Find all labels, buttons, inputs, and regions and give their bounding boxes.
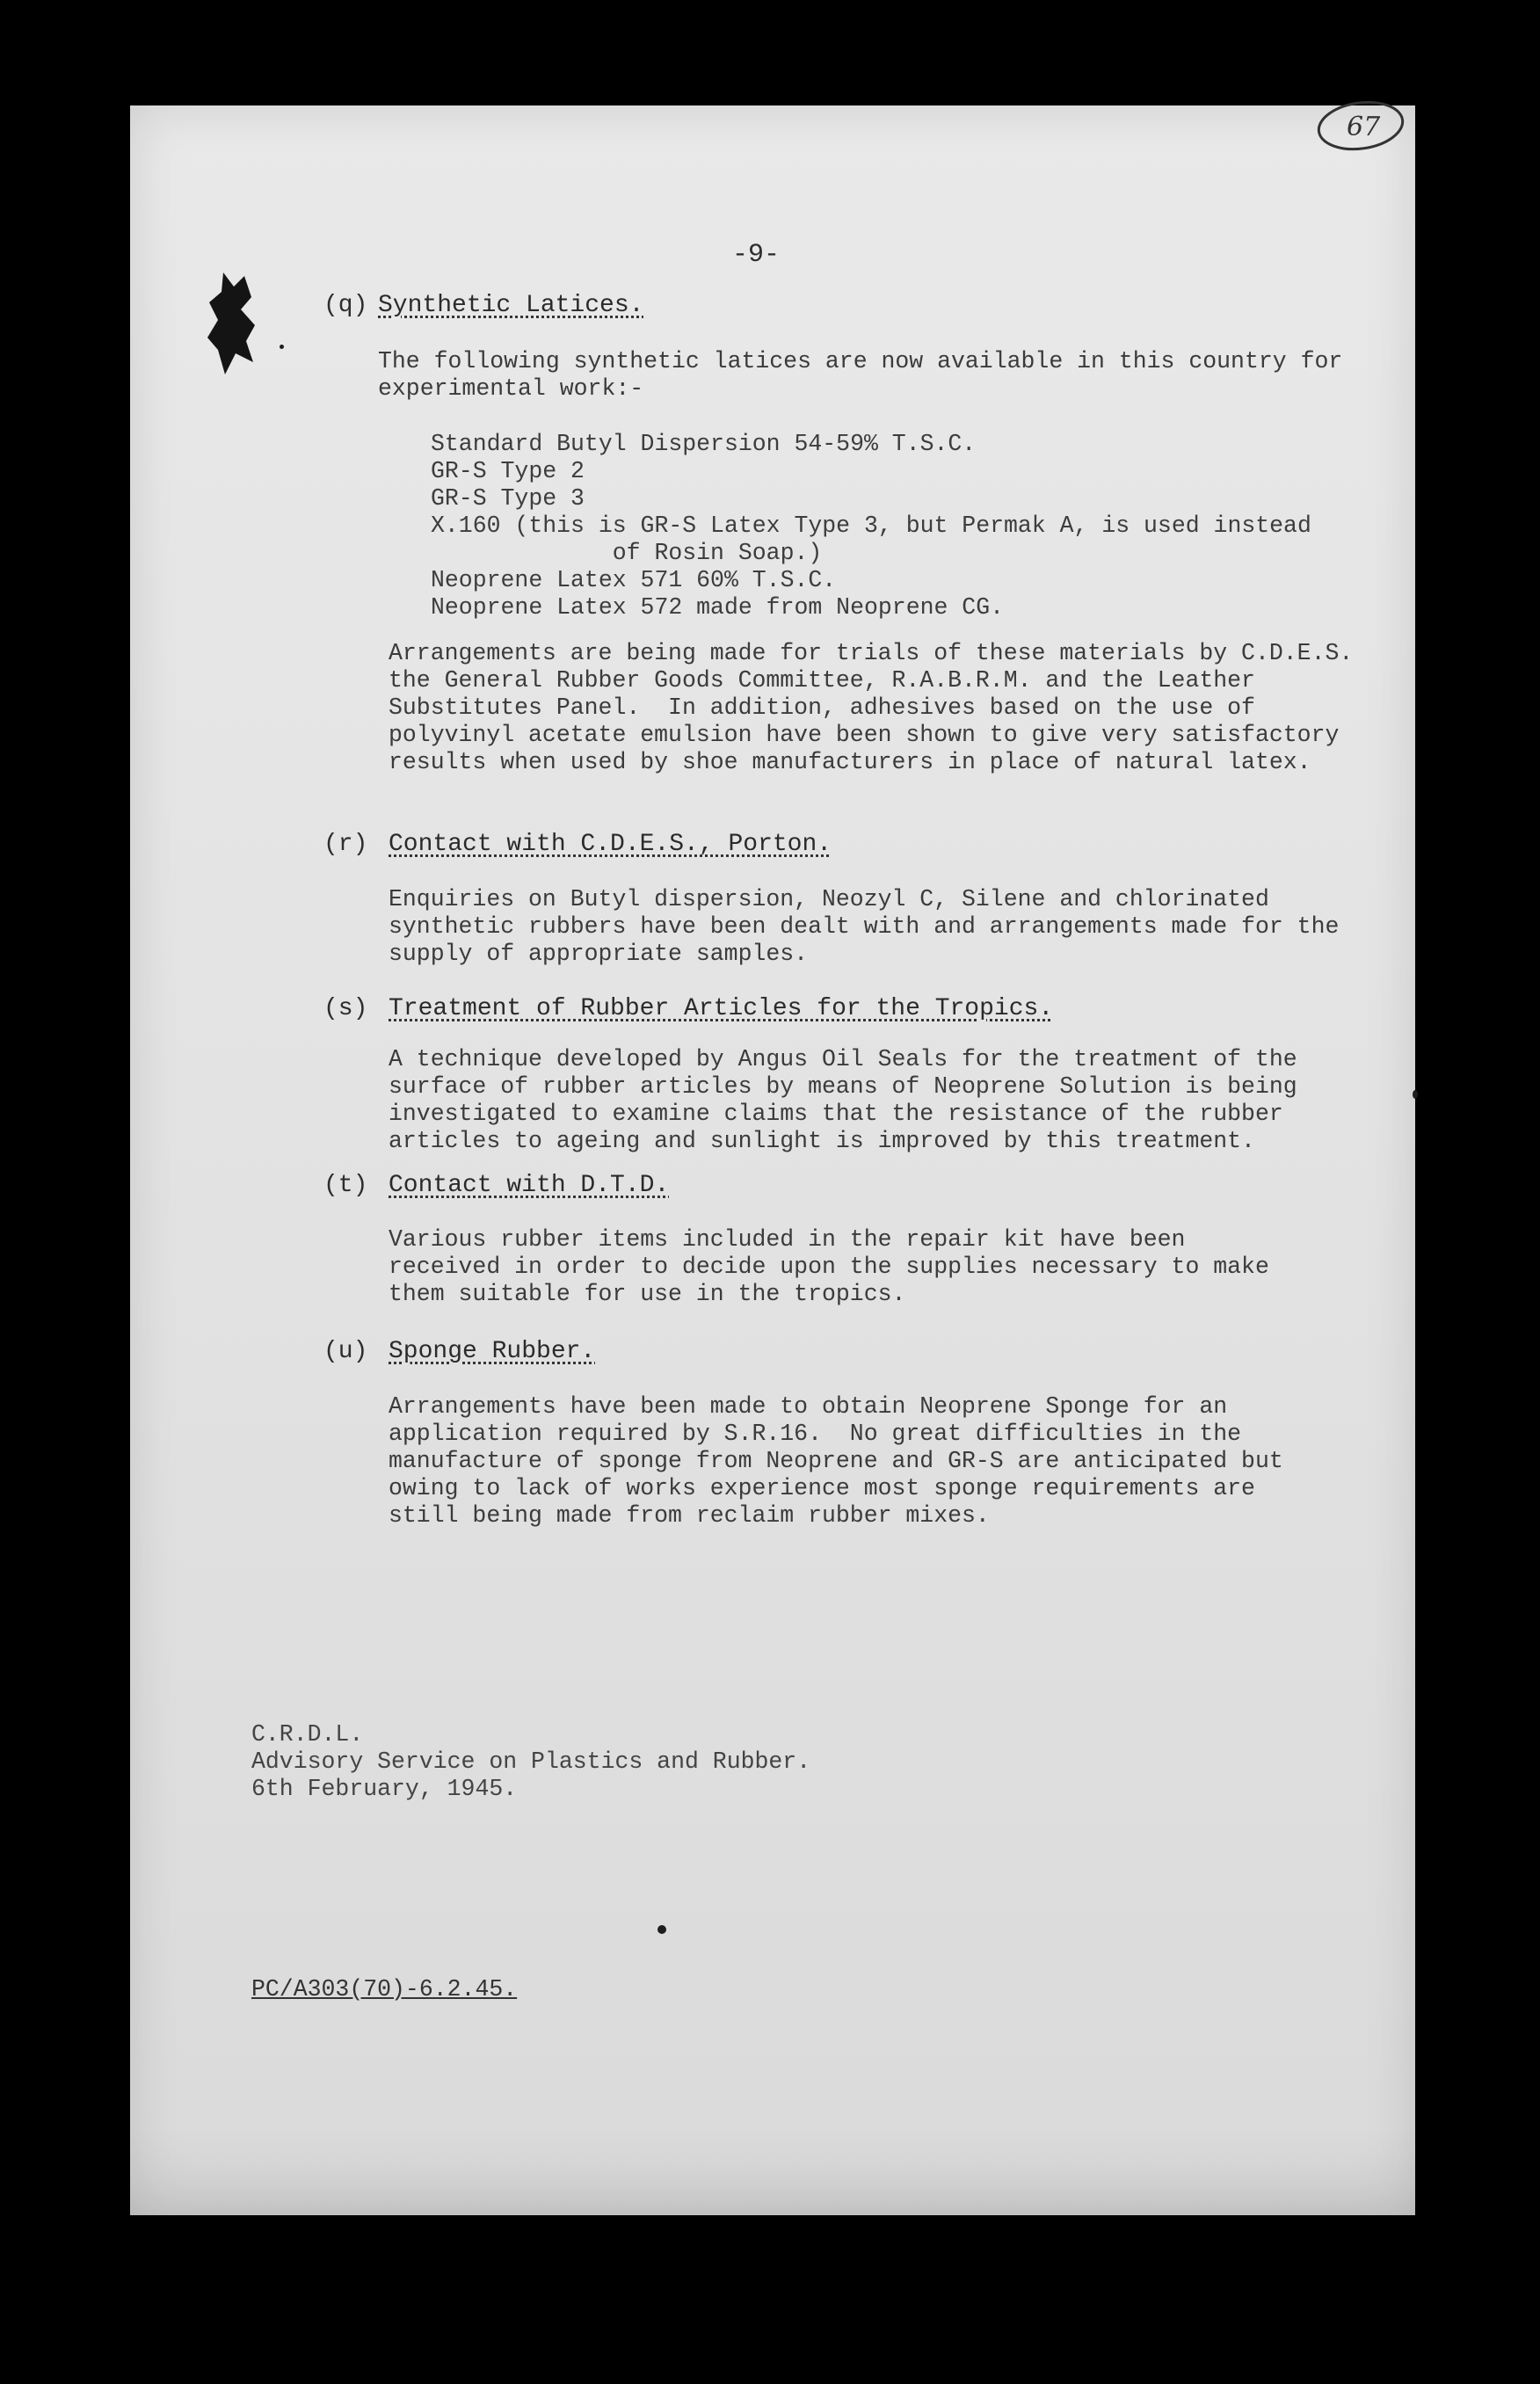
section-u-title: Sponge Rubber. — [389, 1338, 596, 1365]
list-item: Standard Butyl Dispersion 54-59% T.S.C. — [431, 431, 977, 457]
ink-speck — [1413, 1090, 1418, 1099]
section-s-title: Treatment of Rubber Articles for the Tropics. — [389, 995, 1054, 1022]
list-item: GR-S Type 2 — [431, 458, 585, 484]
list-item: Neoprene Latex 572 made from Neoprene CG. — [431, 594, 1005, 621]
document-page — [130, 105, 1415, 2215]
list-item: Neoprene Latex 571 60% T.S.C. — [431, 567, 837, 593]
section-t-title: Contact with D.T.D. — [389, 1172, 670, 1199]
signoff-org: C.R.D.L. — [251, 1721, 364, 1748]
section-r-title: Contact with C.D.E.S., Porton. — [389, 831, 832, 858]
page-number: -9- — [732, 240, 781, 270]
document-reference: PC/A303(70)-6.2.45. — [251, 1976, 518, 2002]
signoff-department: Advisory Service on Plastics and Rubber. — [251, 1748, 811, 1775]
folio-number: 67 — [1347, 112, 1381, 142]
folio-stamp — [1313, 97, 1408, 155]
section-q-letter: (q) — [323, 292, 368, 319]
section-u-letter: (u) — [323, 1338, 368, 1365]
section-q-title: Synthetic Latices. — [378, 292, 644, 319]
section-s-letter: (s) — [323, 995, 368, 1022]
signoff-block — [251, 1721, 810, 1803]
ink-speck — [280, 345, 284, 349]
section-s-body: A technique developed by Angus Oil Seals for the treatment of the surface of rubber articles by means of Neoprene Solution is being investigated to examine claims that the resistance of the rubber articles to ageing and sunlight is improved by this treatment. — [389, 1046, 1297, 1154]
ink-speck — [657, 1925, 666, 1934]
list-item: X.160 (this is GR-S Latex Type 3, but Permak A, is used instead of Rosin Soap.) — [431, 512, 1311, 566]
section-u-body: Arrangements have been made to obtain Neoprene Sponge for an application required by S.R.16. No great difficulties in the manufacture of sponge from Neoprene and GR-S are anticipated but owing to lack of works experience most sponge requirements are still being made from reclaim rubber mixes. — [389, 1393, 1283, 1529]
ink-blot-mark — [206, 271, 260, 376]
latex-list — [431, 431, 1311, 621]
section-t-letter: (t) — [323, 1172, 368, 1199]
page-edge-shading — [130, 2127, 1415, 2215]
section-r-letter: (r) — [323, 831, 368, 858]
section-q-body: Arrangements are being made for trials of these materials by C.D.E.S. the General Rubber Goods Committee, R.A.B.R.M. and the Leather Substitutes Panel. In addition, adhesives based on the use of polyvinyl acetate emulsion have been shown to give very satisfactory results when used by shoe manufacturers in place of natural latex. — [389, 640, 1354, 775]
list-item: GR-S Type 3 — [431, 485, 585, 512]
section-t-body: Various rubber items included in the repair kit have been received in order to decide upon the supplies necessary to make them suitable for use in the tropics. — [389, 1226, 1269, 1307]
section-r-body: Enquiries on Butyl dispersion, Neozyl C, Silene and chlorinated synthetic rubbers have been dealt with and arrangements made for the supply of appropriate samples. — [389, 886, 1340, 967]
signoff-date: 6th February, 1945. — [251, 1776, 518, 1802]
section-q-intro: The following synthetic latices are now available in this country for experimental work:- — [378, 348, 1343, 402]
